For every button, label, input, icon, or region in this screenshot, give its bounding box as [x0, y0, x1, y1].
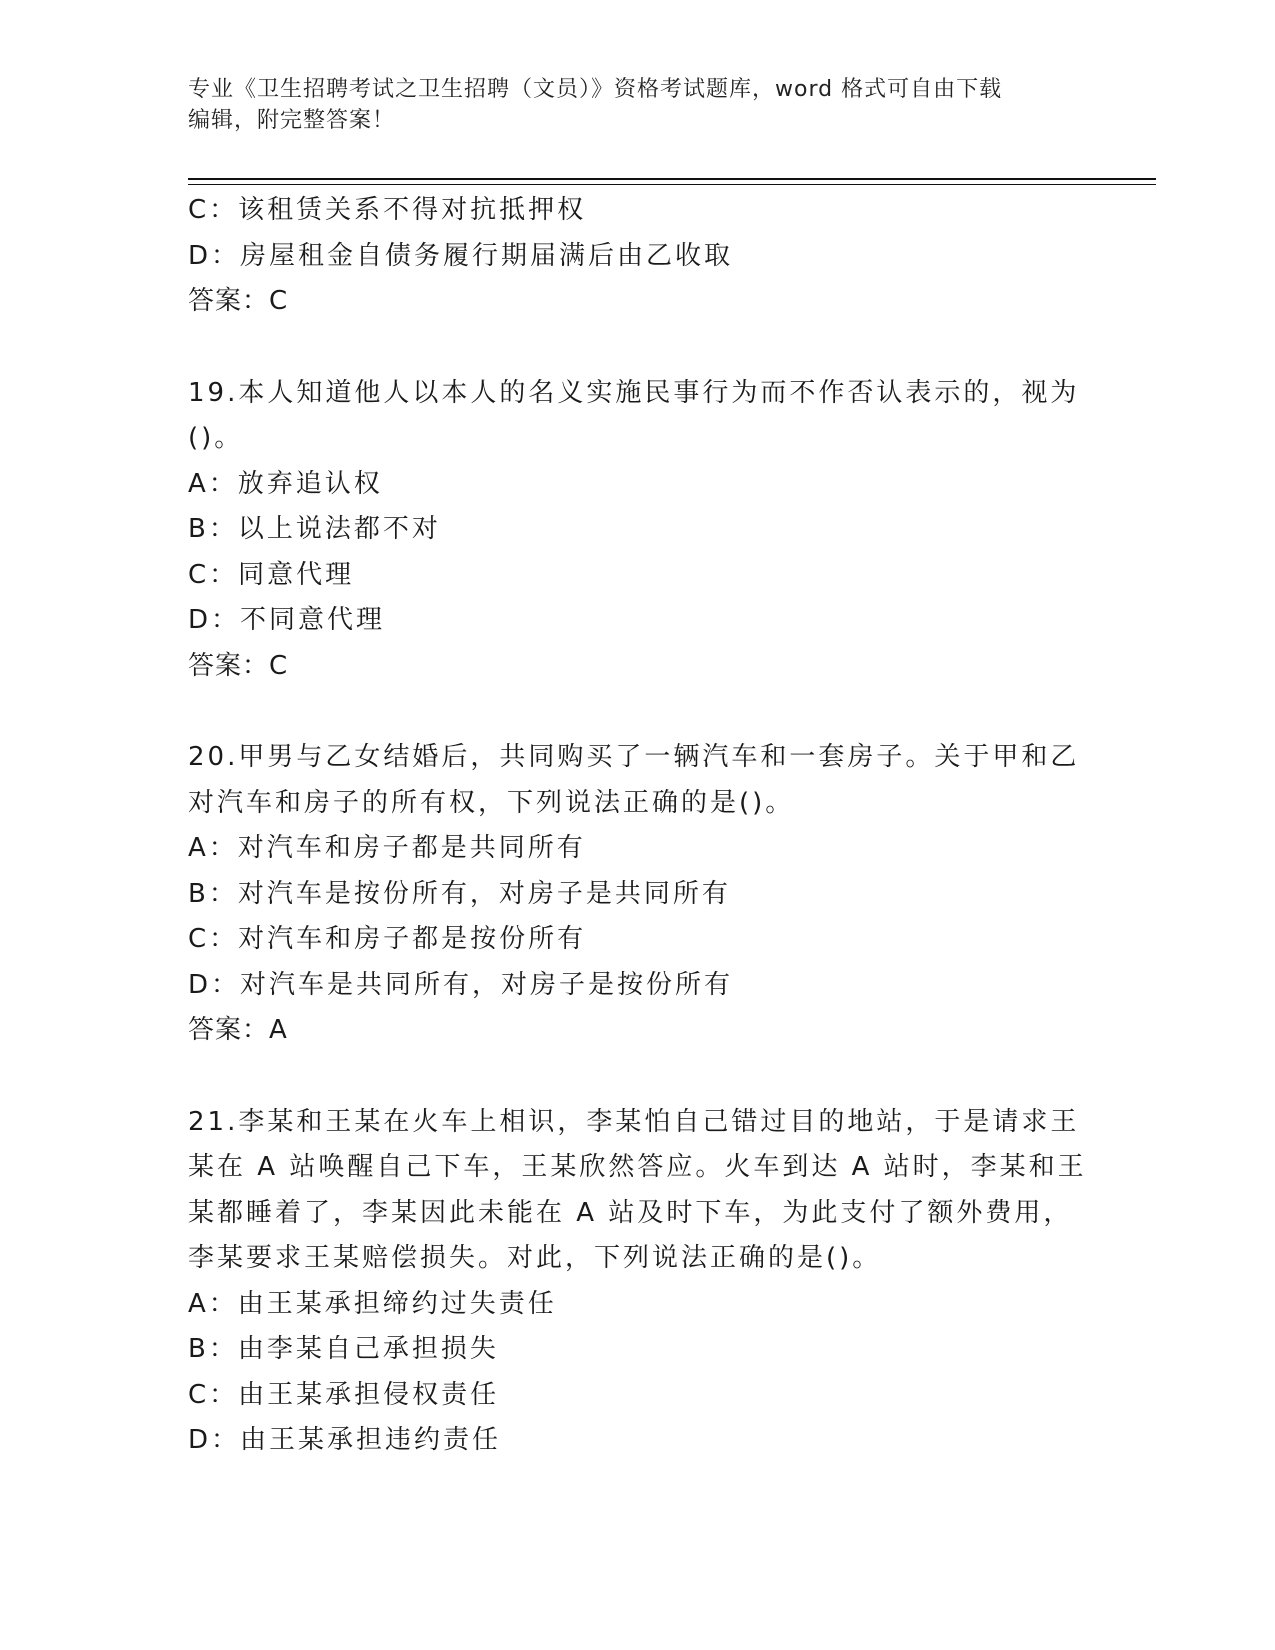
- option-b: B：对汽车是按份所有，对房子是共同所有: [188, 878, 731, 909]
- question-list: [188, 188, 1088, 1464]
- option-a: A：放弃追认权: [188, 468, 383, 499]
- spacer: [188, 689, 1088, 735]
- question-19: [188, 371, 1088, 690]
- option-c: C：同意代理: [188, 559, 355, 590]
- option-d: D：不同意代理: [188, 605, 386, 635]
- question-stem: 某都睡着了，李某因此未能在 A 站及时下车，为此支付了额外费用，: [188, 1197, 1073, 1228]
- option-b: B：由李某自己承担损失: [188, 1334, 499, 1364]
- question-stem: 对汽车和房子的所有权，下列说法正确的是()。: [188, 787, 795, 818]
- question-stem: ()。: [188, 423, 244, 453]
- answer-line: 答案：C: [188, 650, 289, 681]
- header-divider-thick: [188, 178, 1156, 180]
- answer-line: 答案：C: [188, 286, 289, 316]
- option-a: A：由王某承担缔约过失责任: [188, 1288, 557, 1319]
- option-c: C：由王某承担侵权责任: [188, 1379, 500, 1410]
- option-a: A：对汽车和房子都是共同所有: [188, 833, 586, 863]
- spacer: [188, 325, 1088, 371]
- option-d: D：房屋租金自债务履行期届满后由乙收取: [188, 240, 734, 271]
- question-stem: 某在 A 站唤醒自己下车，王某欣然答应。火车到达 A 站时，李某和王: [188, 1152, 1087, 1182]
- header-line-2: 编辑，附完整答案！: [188, 108, 396, 133]
- question-21: [188, 1100, 1088, 1464]
- question-stem: 21.李某和王某在火车上相识，李某怕自己错过目的地站，于是请求王: [188, 1106, 1080, 1137]
- option-b: B：以上说法都不对: [188, 514, 441, 544]
- question-18-continued: [188, 188, 1088, 325]
- option-c: C：该租赁关系不得对抗抵押权: [188, 195, 587, 225]
- question-stem: 20.甲男与乙女结婚后，共同购买了一辆汽车和一套房子。关于甲和乙: [188, 742, 1080, 772]
- document-header: [188, 74, 1088, 136]
- header-line-1: 专业《卫生招聘考试之卫生招聘（文员）》资格考试题库，word 格式可自由下载: [188, 77, 1003, 102]
- header-divider-thin: [188, 184, 1156, 185]
- answer-line: 答案：A: [188, 1015, 288, 1045]
- option-d: D：对汽车是共同所有，对房子是按份所有: [188, 969, 734, 1000]
- question-stem: 19.本人知道他人以本人的名义实施民事行为而不作否认表示的，视为: [188, 377, 1080, 408]
- spacer: [188, 1054, 1088, 1100]
- option-c: C：对汽车和房子都是按份所有: [188, 924, 587, 954]
- question-stem: 李某要求王某赔偿损失。对此，下列说法正确的是()。: [188, 1243, 882, 1273]
- option-d: D：由王某承担违约责任: [188, 1425, 502, 1455]
- question-20: [188, 735, 1088, 1054]
